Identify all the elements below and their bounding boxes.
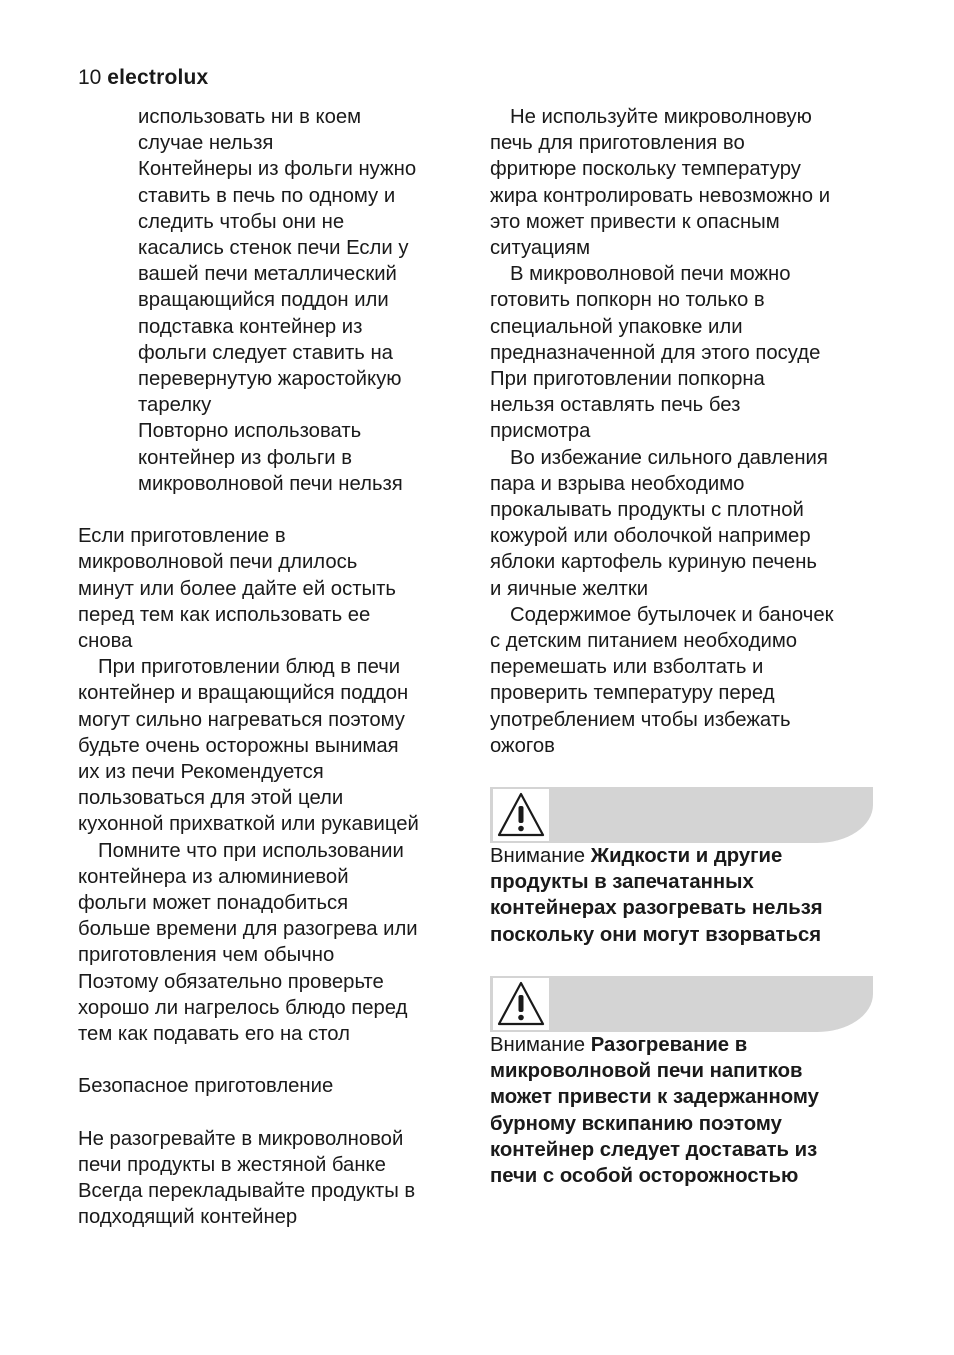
text-line: Не разогревайте в микроволновой (78, 1127, 404, 1150)
text-line: При приготовлении попкорна (490, 368, 765, 391)
text-line: контейнер из фольги в (138, 446, 352, 469)
text-line: готовить попкорн но только в (490, 289, 765, 312)
text-line: с детским питанием необходимо (490, 630, 798, 653)
text-line: хорошо ли нагрелось блюдо перед (78, 996, 408, 1019)
text-line: минут или более дайте ей остыть (78, 577, 396, 600)
text-line: их из печи Рекомендуется (78, 761, 324, 784)
text-line: кожурой или оболочкой например (490, 525, 811, 548)
text-line: следить чтобы они не (138, 210, 345, 233)
text-line: Если приготовление в (78, 525, 286, 548)
warning-bold-text: продукты в запечатанных (490, 871, 754, 894)
warning-banner (490, 976, 873, 1032)
paragraph-cooling (78, 523, 478, 654)
warning-bold-text: может привести к задержанному (490, 1086, 819, 1109)
warning-banner (490, 787, 873, 843)
text-line: яблоки картофель куриную печень (490, 551, 817, 574)
text-line: прокалывать продукты с плотной (490, 499, 804, 522)
text-line: пользоваться для этой цели (78, 787, 344, 810)
paragraph-hot-container (78, 654, 478, 837)
right-column (490, 104, 890, 1189)
text-line: кухонной прихваткой или рукавицей (78, 813, 419, 836)
text-line: контейнер и вращающийся поддон (78, 682, 409, 705)
text-line: употреблением чтобы избежать (490, 708, 791, 731)
text-line: фольги может понадобиться (78, 892, 349, 915)
text-line: касались стенок печи Если у (138, 237, 409, 260)
warning-block-sealed-containers (490, 787, 890, 948)
paragraph-popcorn (490, 261, 890, 444)
warning-bold-text: контейнер следует доставать из (490, 1138, 818, 1161)
paragraph-pierce-food (490, 445, 890, 602)
text-line: Не используйте микроволновую (510, 106, 812, 128)
text-line: больше времени для разогрева или (78, 918, 418, 941)
paragraph-baby-food (490, 602, 890, 759)
brand-name: electrolux (107, 66, 209, 89)
warning-bold-text: Разогревание в (590, 1033, 748, 1056)
warning-bold-text: Жидкости и другие (590, 845, 783, 868)
text-line: случае нельзя (138, 132, 274, 155)
page-header (78, 65, 208, 91)
text-line: вращающийся поддон или (138, 289, 389, 312)
indented-continuation (78, 104, 478, 497)
section-title: Безопасное приготовление (78, 1075, 334, 1098)
text-line: использовать ни в коем (138, 106, 362, 128)
text-line: присмотра (490, 420, 591, 443)
text-line: нельзя оставлять печь без (490, 394, 741, 417)
text-line: специальной упаковке или (490, 315, 743, 338)
text-line: и яичные желтки (490, 577, 649, 600)
text-line: При приготовлении блюд в печи (98, 656, 401, 679)
warning-text (490, 843, 890, 948)
warning-triangle-icon (493, 789, 549, 841)
text-line: пара и взрыва необходимо (490, 472, 745, 495)
text-line: Содержимое бутылочек и баночек (510, 603, 834, 626)
text-line: снова (78, 630, 133, 653)
text-line: перед тем как использовать ее (78, 603, 371, 626)
warning-bold-text: микроволновой печи напитков (490, 1060, 803, 1083)
text-line: проверить температуру перед (490, 682, 775, 705)
text-line: тем как подавать его на стол (78, 1023, 350, 1046)
text-line: вашей печи металлический (138, 263, 397, 286)
text-line: фольги следует ставить на (138, 341, 393, 364)
text-line: ситуациям (490, 237, 591, 260)
text-line: контейнера из алюминиевой (78, 865, 349, 888)
text-line: Помните что при использовании (98, 839, 404, 862)
text-line: микроволновой печи нельзя (138, 472, 403, 495)
text-line: Во избежание сильного давления (510, 446, 828, 469)
paragraph-deep-frying (490, 104, 890, 261)
warning-bold-text: поскольку они могут взорваться (490, 923, 822, 946)
text-line: Поэтому обязательно проверьте (78, 970, 384, 993)
text-line: ставить в печь по одному и (138, 184, 396, 207)
text-line: будьте очень осторожны вынимая (78, 734, 399, 757)
text-line: это может привести к опасным (490, 210, 780, 233)
paragraph-aluminium-foil (78, 838, 478, 1048)
warning-label: Внимание (490, 845, 591, 868)
paragraph-tin-can (78, 1126, 478, 1231)
warning-text (490, 1032, 890, 1189)
warning-triangle-icon (493, 978, 549, 1030)
warning-label: Внимание (490, 1033, 591, 1056)
text-line: микроволновой печи длилось (78, 551, 358, 574)
text-line: жира контролировать невозможно и (490, 184, 831, 207)
text-line: могут сильно нагреваться поэтому (78, 708, 405, 731)
text-line: печи продукты в жестяной банке (78, 1154, 386, 1177)
text-line: подходящий контейнер (78, 1206, 298, 1229)
text-line: Контейнеры из фольги нужно (138, 158, 417, 181)
warning-bold-text: бурному вскипанию поэтому (490, 1112, 782, 1135)
text-line: Всегда перекладывайте продукты в (78, 1180, 416, 1203)
page-number: 10 (78, 66, 102, 89)
text-line: Повторно использовать (138, 420, 362, 443)
warning-block-beverages (490, 976, 890, 1189)
warning-bold-text: контейнерах разогревать нельзя (490, 897, 823, 920)
text-line: предназначенной для этого посуде (490, 341, 821, 364)
text-line: ожогов (490, 734, 555, 757)
text-line: В микроволновой печи можно (510, 263, 791, 286)
text-line: фритюре поскольку температуру (490, 158, 801, 181)
text-line: приготовления чем обычно (78, 944, 335, 967)
text-line: подставка контейнер из (138, 315, 363, 338)
text-line: печь для приготовления во (490, 132, 745, 155)
text-line: перемешать или взболтать и (490, 656, 764, 679)
left-column (78, 104, 478, 1231)
text-line: перевернутую жаростойкую (138, 368, 402, 391)
text-line: тарелку (138, 394, 212, 417)
warning-bold-text: печи с особой осторожностью (490, 1164, 799, 1187)
